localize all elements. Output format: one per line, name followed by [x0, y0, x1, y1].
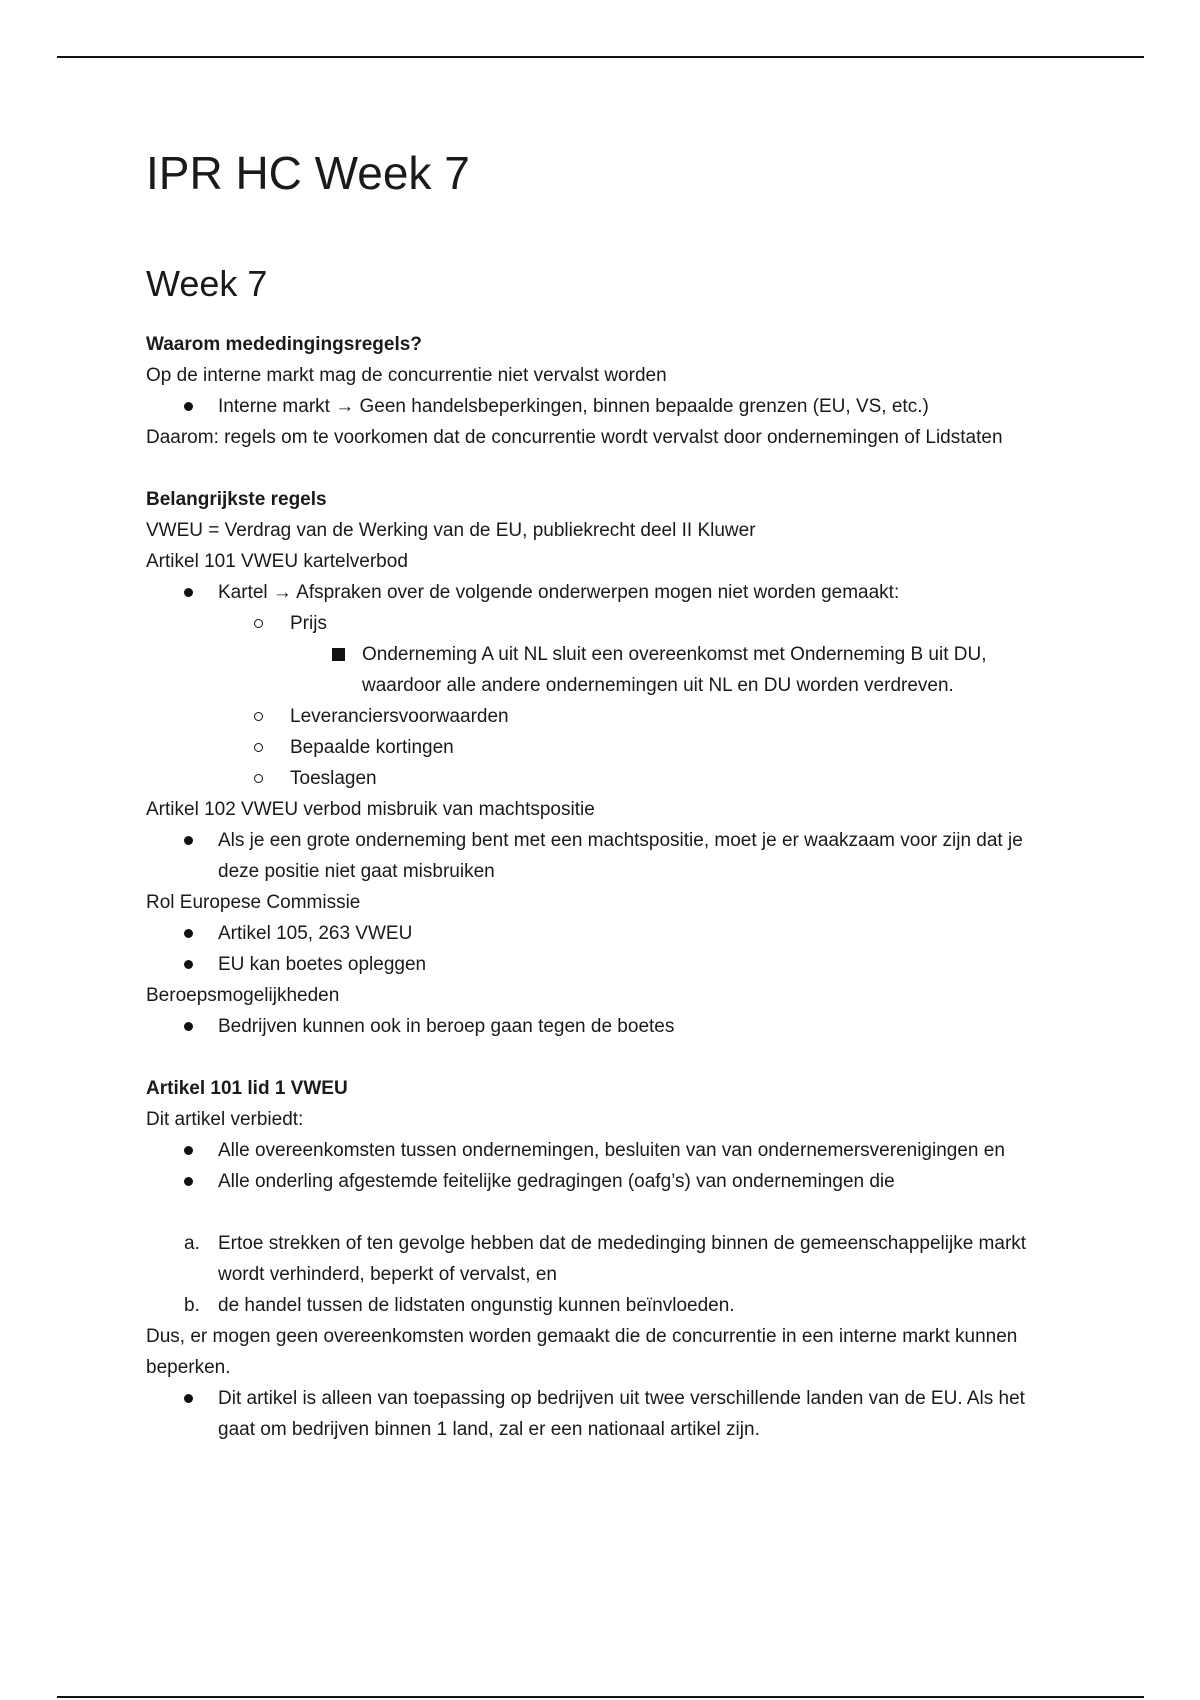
sub-bullet-text: Prijs: [290, 613, 327, 634]
bullet-dot-icon: [184, 1011, 193, 1042]
bullet-item: [146, 391, 1096, 422]
bullet-circle-icon: [254, 763, 263, 794]
bullet-dot-icon: [184, 1166, 193, 1197]
bullet-text: Dit artikel is alleen van toepassing op bedrijven uit twee verschillende landen van de EU. Als het: [218, 1388, 1025, 1409]
sub-bullet-text: Bepaalde kortingen: [290, 737, 454, 758]
bullet-item: [146, 949, 1096, 980]
bullet-square-icon: [332, 639, 345, 670]
sub-bullet-item: [146, 732, 1096, 763]
bullet-item: [146, 918, 1096, 949]
bullet-continuation: deze positie niet gaat misbruiken: [218, 861, 495, 882]
bullet-text: EU kan boetes opleggen: [218, 954, 427, 975]
paragraph: Op de interne markt mag de concurrentie niet vervalst worden: [146, 365, 667, 386]
paragraph: Beroepsmogelijkheden: [146, 985, 340, 1006]
heading-artikel-101: Artikel 101 lid 1 VWEU: [146, 1078, 348, 1099]
bullet-item: [146, 1383, 1096, 1414]
sub-bullet-item: [146, 701, 1096, 732]
bullet-text: Bedrijven kunnen ook in beroep gaan tegen de boetes: [218, 1016, 675, 1037]
paragraph: Artikel 101 VWEU kartelverbod: [146, 551, 408, 572]
lettered-item: [146, 1228, 1096, 1259]
spacer: [146, 453, 1096, 484]
bullet-dot-icon: [184, 949, 193, 980]
sub-bullet-text: Toeslagen: [290, 768, 377, 789]
bullet-dot-icon: [184, 825, 193, 856]
bottom-rule: [57, 1696, 1144, 1698]
sub-sub-bullet-item: [146, 639, 1096, 670]
bullet-dot-icon: [184, 1383, 193, 1414]
lettered-continuation: wordt verhinderd, beperkt of vervalst, en: [218, 1264, 558, 1285]
bullet-item: [146, 825, 1096, 856]
paragraph: Artikel 102 VWEU verbod misbruik van machtspositie: [146, 799, 595, 820]
list-marker-b: b.: [184, 1295, 200, 1316]
list-marker-a: a.: [184, 1233, 200, 1254]
bullet-circle-icon: [254, 701, 263, 732]
bullet-text: Artikel 105, 263 VWEU: [218, 923, 413, 944]
bullet-text: Kartel → Afspraken over de volgende onderwerpen mogen niet worden gemaakt:: [218, 582, 900, 603]
sub-bullet-item: [146, 608, 1096, 639]
heading-waarom: Waarom mededingingsregels?: [146, 334, 422, 355]
bullet-continuation: gaat om bedrijven binnen 1 land, zal er een nationaal artikel zijn.: [218, 1419, 760, 1440]
spacer: [146, 1197, 1096, 1228]
paragraph: VWEU = Verdrag van de Werking van de EU, publiekrecht deel II Kluwer: [146, 520, 756, 541]
paragraph-continuation: beperken.: [146, 1357, 231, 1378]
document-title: IPR HC Week 7: [146, 147, 470, 199]
paragraph: Daarom: regels om te voorkomen dat de concurrentie wordt vervalst door ondernemingen of Lidstaten: [146, 427, 1003, 448]
bullet-text: Alle onderling afgestemde feitelijke gedragingen (oafg’s) van ondernemingen die: [218, 1171, 895, 1192]
lettered-item: [146, 1290, 1096, 1321]
section-title: Week 7: [146, 263, 268, 304]
top-rule: [57, 56, 1144, 58]
document-body: [146, 329, 1096, 1445]
paragraph: Dit artikel verbiedt:: [146, 1109, 304, 1130]
bullet-item: [146, 1166, 1096, 1197]
bullet-dot-icon: [184, 918, 193, 949]
bullet-text: Als je een grote onderneming bent met een machtspositie, moet je er waakzaam voor zijn dat je: [218, 830, 1023, 851]
lettered-text: Ertoe strekken of ten gevolge hebben dat de mededinging binnen de gemeenschappelijke markt: [218, 1233, 1027, 1254]
sub-sub-bullet-continuation: waardoor alle andere ondernemingen uit NL en DU worden verdreven.: [362, 675, 954, 696]
sub-bullet-item: [146, 763, 1096, 794]
bullet-dot-icon: [184, 1135, 193, 1166]
bullet-dot-icon: [184, 577, 193, 608]
heading-belangrijkste-regels: Belangrijkste regels: [146, 489, 327, 510]
bullet-text: Alle overeenkomsten tussen ondernemingen, besluiten van van ondernemersverenigingen en: [218, 1140, 1005, 1161]
bullet-item: [146, 1135, 1096, 1166]
bullet-circle-icon: [254, 608, 263, 639]
paragraph: Rol Europese Commissie: [146, 892, 361, 913]
bullet-item: [146, 1011, 1096, 1042]
bullet-circle-icon: [254, 732, 263, 763]
bullet-text: Interne markt → Geen handelsbeperkingen, binnen bepaalde grenzen (EU, VS, etc.): [218, 396, 929, 417]
lettered-text: de handel tussen de lidstaten ongunstig kunnen beïnvloeden.: [218, 1295, 735, 1316]
paragraph: Dus, er mogen geen overeenkomsten worden gemaakt die de concurrentie in een interne markt kunnen: [146, 1326, 1018, 1347]
sub-bullet-text: Leveranciersvoorwaarden: [290, 706, 509, 727]
bullet-item: [146, 577, 1096, 608]
bullet-dot-icon: [184, 391, 193, 422]
sub-sub-bullet-text: Onderneming A uit NL sluit een overeenkomst met Onderneming B uit DU,: [362, 644, 987, 665]
spacer: [146, 1042, 1096, 1073]
